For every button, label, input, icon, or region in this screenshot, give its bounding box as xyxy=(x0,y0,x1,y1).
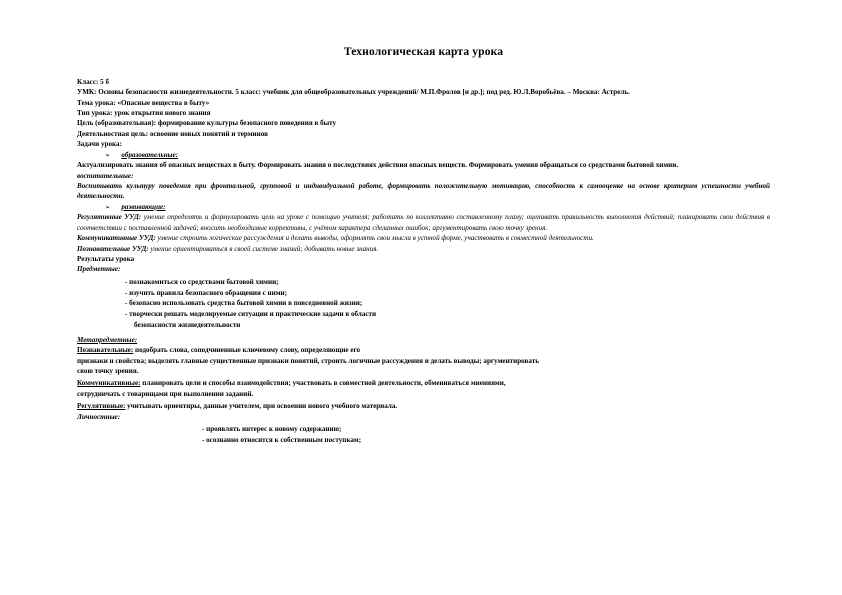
results-communicative-label: Коммуникативные: xyxy=(77,379,141,388)
list-item: - творчески решать моделируемые ситуации и практические задачи в области xyxy=(125,310,377,319)
class-value: 5 б xyxy=(100,77,109,86)
results-communicative-line xyxy=(77,378,770,388)
theme-line xyxy=(77,98,770,108)
list-item: - осознанно относится к собственным поступкам; xyxy=(202,435,362,444)
list-item: - познакомиться со средствами бытовой химии; xyxy=(125,277,279,286)
uud-regulative-label: Регулятивные УУД: xyxy=(77,213,142,222)
lesson-type-label: Тип урока: xyxy=(77,109,113,118)
results-heading: Результаты урока xyxy=(77,254,135,263)
lesson-type-line xyxy=(77,108,770,118)
results-communicative-text: планировать цели и способы взаимодействия; участвовать в совместной деятельности, обмениваться мнениями, xyxy=(140,379,506,388)
goal-line xyxy=(77,118,770,128)
lesson-type-value: урок открытия нового знания xyxy=(114,109,211,118)
list-item: - проявлять интерес к новому содержанию; xyxy=(202,425,342,434)
uud-regulative-line xyxy=(77,212,770,233)
list-item-continuation: безопасности жизнедеятельности xyxy=(134,320,241,329)
goal-value: формирование культуры безопасного поведения в быту xyxy=(157,119,337,128)
goal-label: Цель (образовательная): xyxy=(77,119,157,128)
uud-cognitive-line xyxy=(77,244,770,254)
list-item: - изучить правила безопасного обращения с ними; xyxy=(125,288,287,297)
uud-cognitive-label: Познавательные УУД: xyxy=(77,244,149,253)
umk-line xyxy=(77,87,770,97)
results-cognitive-line-2: признаки и свойства; выделять главные существенные признаки понятий, строить логичные рассуждения и делать выводы; аргументировать xyxy=(77,356,539,365)
results-cognitive-text: подобрать слова, соподчиненные ключевому слову, определяющие его xyxy=(133,346,361,355)
task-bullet-educational xyxy=(77,150,770,160)
activity-goal-line xyxy=(77,129,770,139)
task-bullet-developing xyxy=(77,202,770,212)
page-title: Технологическая карта урока xyxy=(343,46,504,58)
task-educational-label: образовательные: xyxy=(121,150,179,159)
task-developing-label: развивающие: xyxy=(121,202,166,211)
list-item: - безопасно использовать средства бытовой химии в повседневной жизни; xyxy=(125,299,363,308)
results-personal-label: Личностные: xyxy=(77,412,121,421)
class-label: Класс: xyxy=(77,77,99,86)
arrow-bullet-icon: ➢ xyxy=(105,150,111,159)
task-educational-text: Актуализировать знания об опасных веществах в быту. Формировать знания о последствиях действия опасных веществ. Формировать умения обращаться со средствами бытовой химии. xyxy=(77,161,679,170)
tasks-heading xyxy=(77,139,770,149)
results-regulative-label: Регулятивные: xyxy=(77,402,126,411)
uud-communicative-label: Коммуникативные УУД: xyxy=(77,234,156,243)
theme-label: Тема урока: xyxy=(77,98,116,107)
tasks-heading-label: Задачи урока: xyxy=(77,140,122,149)
results-regulative-text: учитывать ориентиры, данные учителем, при освоении нового учебного материала. xyxy=(125,402,398,411)
umk-label: УМК: xyxy=(77,88,97,97)
task-upbringing-label: воспитательные: xyxy=(77,171,134,180)
theme-value: «Опасные вещества в быту» xyxy=(117,98,210,107)
results-metasubject-label: Метапредметные: xyxy=(77,335,138,344)
results-cognitive-line-3: свою точку зрения. xyxy=(77,366,139,375)
umk-value: Основы безопасности жизнедеятельности. 5 класс: учебник для общеобразовательных учреждений/ М.П.Фролов [и др.]; под ред. Ю.Л.Воробьёва. – Москва: Астрель. xyxy=(98,88,630,97)
activity-goal-label: Деятельностная цель: xyxy=(77,129,149,138)
results-cognitive-label: Познавательные: xyxy=(77,346,134,355)
uud-communicative-text: умение строить логические рассуждения и делать выводы, оформлять свои мысли в устной форме, участвовать в совместной деятельности. xyxy=(155,234,594,243)
uud-communicative-line xyxy=(77,233,770,243)
class-line xyxy=(77,77,770,87)
results-communicative-line-2: сотрудничать с товарищами при выполнении заданий. xyxy=(77,389,254,398)
results-cognitive-line xyxy=(77,345,770,355)
uud-cognitive-text: умение ориентироваться в своей системе знаний; добывать новые знания. xyxy=(148,244,379,253)
uud-regulative-text: умение определять и формулировать цель на уроке с помощью учителя; работать по коллективно составленному плану; оценивать правильность выполнения действий; планировать свои действия в соответствии с поставленной задачей; вносить необходимые коррективы, с учётом характера сделанных ошибок; аргументировать свою точку зрения. xyxy=(77,213,771,232)
results-regulative-line xyxy=(77,401,770,411)
activity-goal-value: освоение новых понятий и терминов xyxy=(149,129,268,138)
task-upbringing-text: Воспитывать культуру поведения при фронтальной, групповой и индивидуальной работе, формировать положительную мотивацию, способность к самооценке на основе критериев успешности учебной деятельности. xyxy=(77,182,770,201)
arrow-bullet-icon: ➢ xyxy=(105,202,111,211)
results-subject-label: Предметные: xyxy=(77,265,121,274)
